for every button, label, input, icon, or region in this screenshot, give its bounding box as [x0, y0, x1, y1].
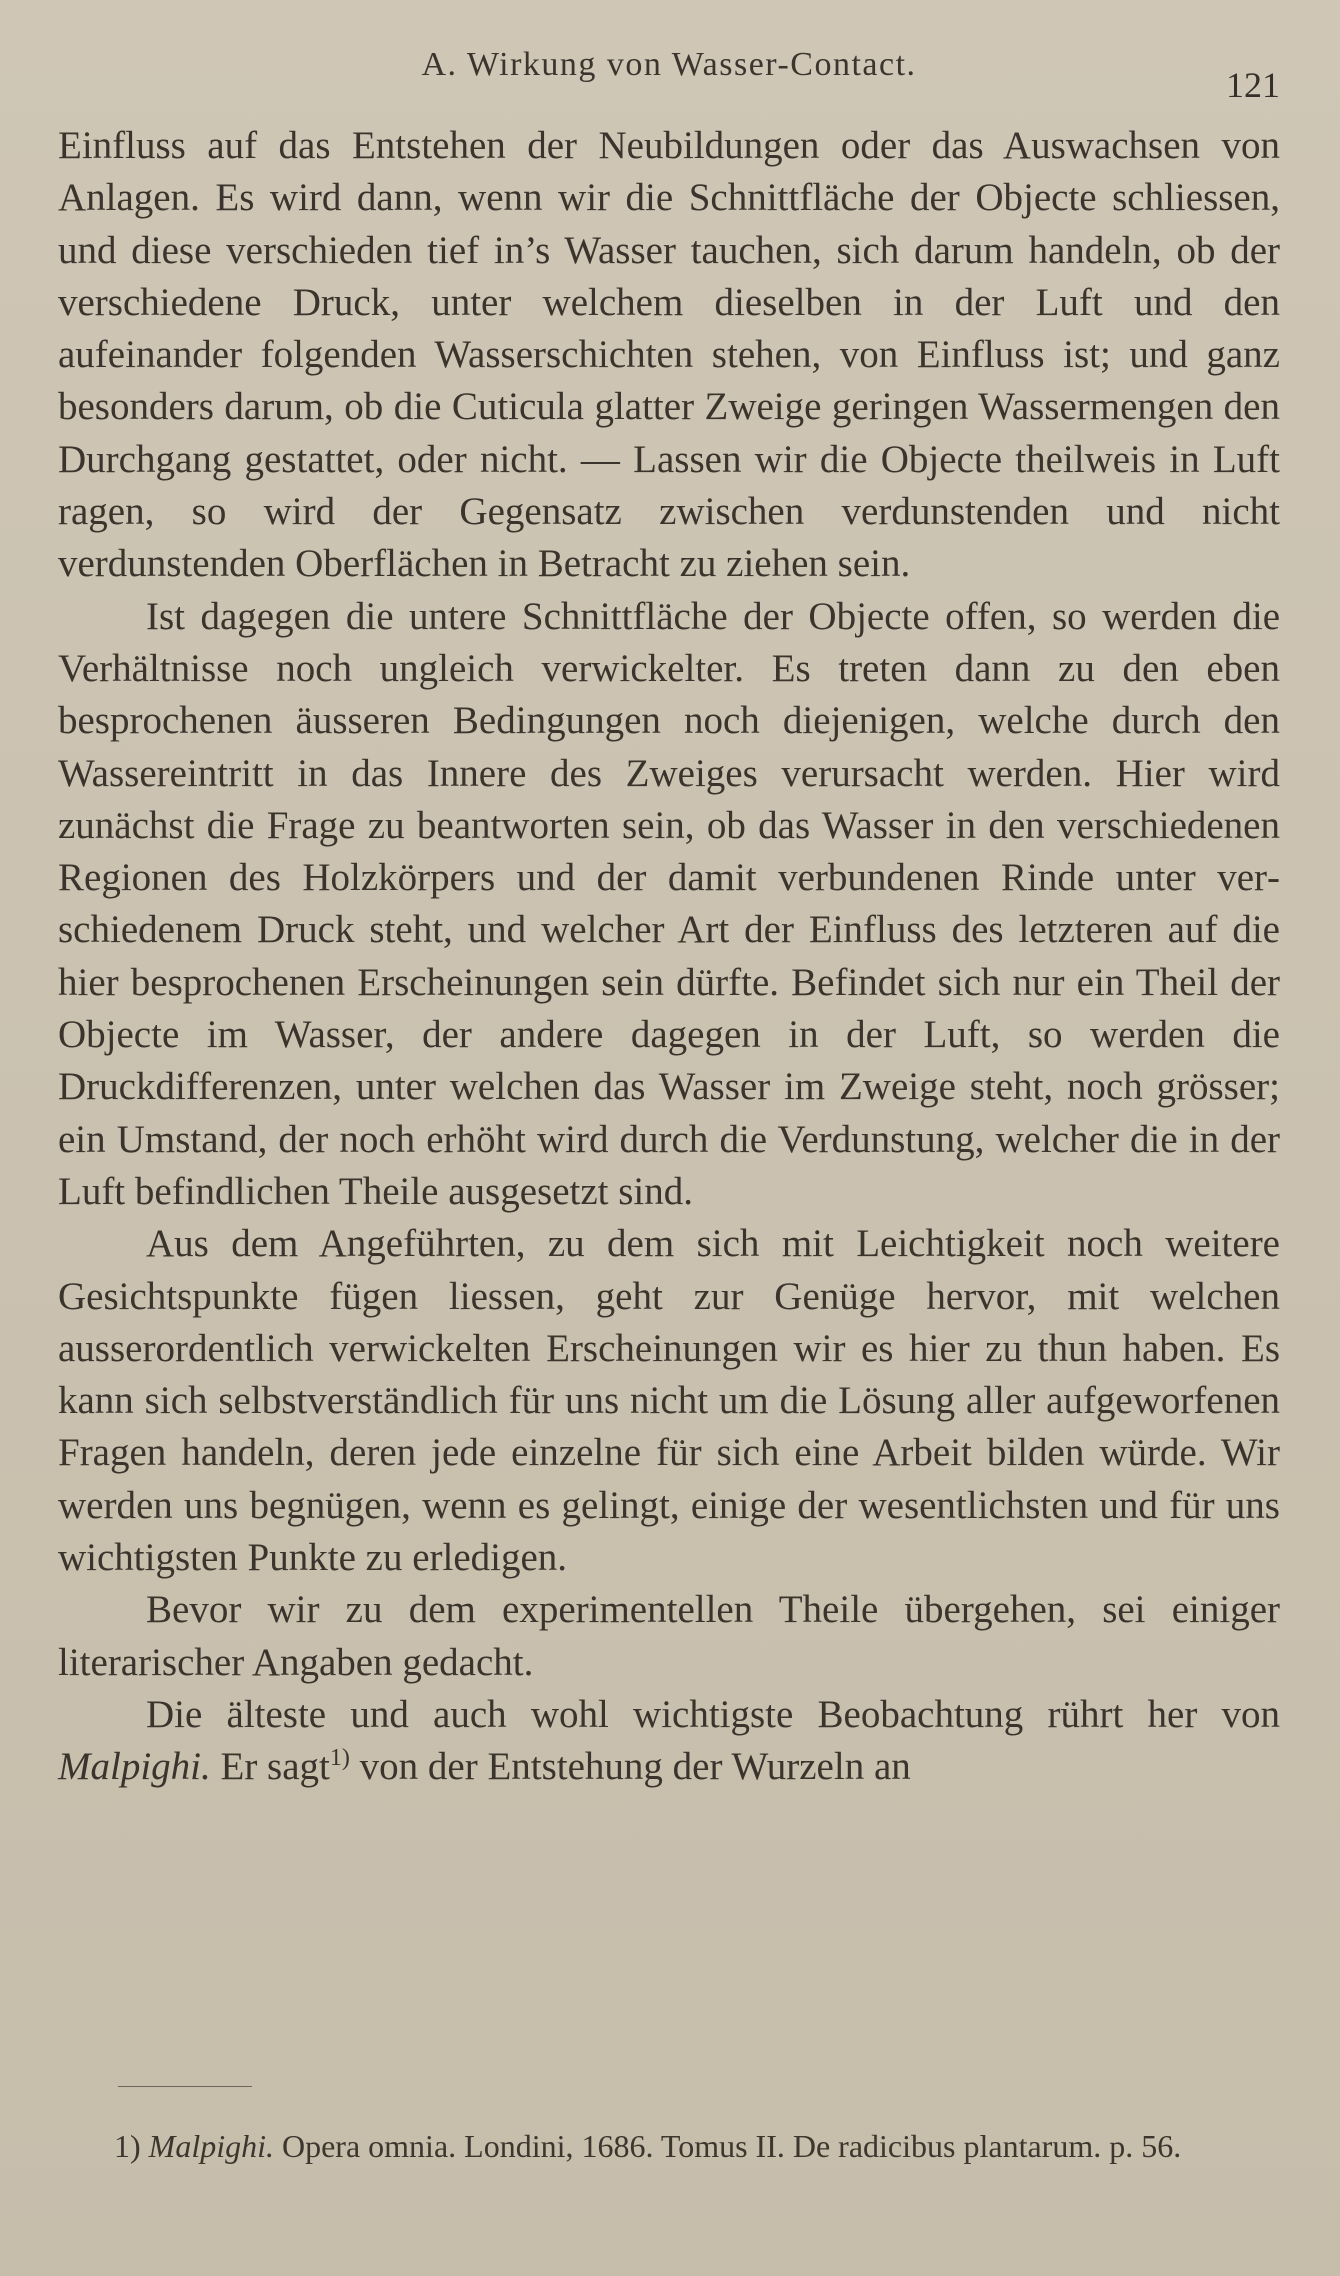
running-head: A. Wirkung von Wasser-Contact.	[421, 46, 917, 83]
paragraph-5-start: Die älteste und auch wohl wichtigste Beobachtung rührt her von	[146, 1692, 1280, 1736]
paragraph-3: Aus dem Angeführten, zu dem sich mit Leichtigkeit noch weitere Gesichtspunkte fügen liessen, geht zur Genüge hervor, mit welchen ausserordentlich verwickelten Erscheinungen wir es hier zu thun haben. Es kann sich selbstverständlich für uns nicht um die Lösung aller aufgeworfenen Fragen handeln, deren jede einzelne für sich eine Arbeit bilden würde. Wir werden uns begnügen, wenn es gelingt, einige der wesentlichsten und für uns wichtigsten Punkte zu erledigen.	[58, 1222, 1280, 1580]
paragraph-5	[58, 1689, 1280, 1794]
footnote-text: Opera omnia. Londini, 1686. Tomus II. De radicibus plantarum. p. 56.	[273, 2128, 1182, 2164]
paragraph-1: Einfluss auf das Entstehen der Neubildungen oder das Auswachsen von Anlagen. Es wird dann, wenn wir die Schnittfläche der Objecte schliessen, und diese verschieden tief in’s Wasser tauchen, sich darum handeln, ob der verschiedene Druck, unter welchem dieselben in der Luft und den aufeinander folgenden Wasserschichten stehen, von Einfluss ist; und ganz besonders darum, ob die Cuticula glatter Zweige geringen Wassermengen den Durchgang gestattet, oder nicht. — Lassen wir die Objecte theilweis in Luft ragen, so wird der Gegensatz zwischen verdunstenden und nicht verdunstenden Oberflächen in Betracht zu ziehen sein.	[58, 124, 1280, 586]
page-number: 121	[1226, 65, 1280, 105]
page-header	[58, 42, 1280, 105]
footnote-divider	[118, 2086, 252, 2087]
footnote-reference[interactable]: 1)	[329, 1745, 350, 1772]
paragraph-4: Bevor wir zu dem experimentellen Theile übergehen, sei einiger literarischer Angaben gedacht.	[58, 1588, 1280, 1684]
paragraph-5-end: von der Entstehung der Wurzeln an	[349, 1745, 911, 1789]
main-text	[58, 120, 1280, 1794]
author-name: Malpighi.	[58, 1745, 211, 1789]
footnote	[58, 2122, 1280, 2170]
paragraph-2: Ist dagegen die untere Schnittfläche der Objecte offen, so werden die Verhältnisse noch ungleich verwickelter. Es treten dann zu den eben besprochenen äusseren Bedingungen noch diejenigen, welche durch den Wassereintritt in das Innere des Zweiges verursacht werden. Hier wird zunächst die Frage zu beantworten sein, ob das Wasser in den verschiedenen Regionen des Holzkörpers und der damit verbundenen Rinde unter verschiedenem Druck steht, und welcher Art der Einfluss des letzteren auf die hier besprochenen Erscheinungen sein dürfte. Befindet sich nur ein Theil der Objecte im Wasser, der andere dagegen in der Luft, so werden die Druckdifferenzen, unter welchen das Wasser im Zweige steht, noch grösser; ein Umstand, der noch erhöht wird durch die Verdunstung, welcher die in der Luft befindlichen Theile ausgesetzt sind.	[58, 594, 1280, 1213]
footnote-author: Malpighi.	[148, 2128, 274, 2164]
footnote-mark: 1)	[114, 2128, 141, 2164]
paragraph-5-mid: Er sagt	[210, 1745, 330, 1789]
